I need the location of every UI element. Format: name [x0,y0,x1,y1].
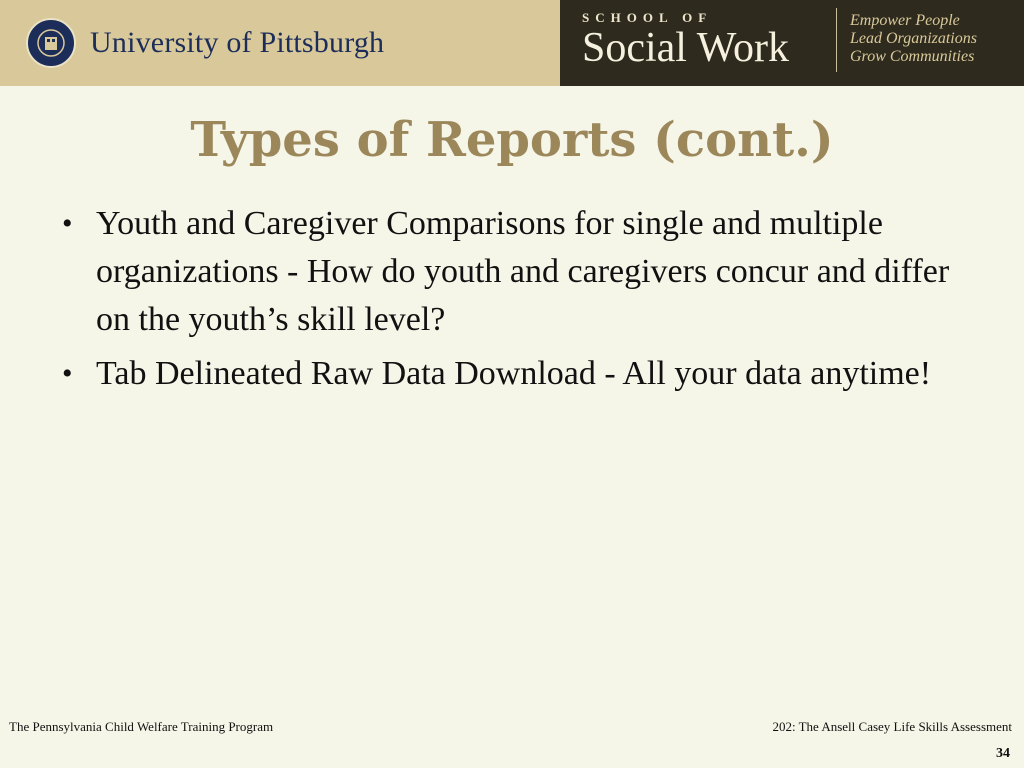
school-of-label: SCHOOL OF [582,10,713,25]
slide-header [0,0,1024,86]
tagline-line: Empower People [850,12,960,29]
tagline-line: Lead Organizations [850,30,977,47]
page-number: 34 [996,746,1010,761]
bullet-text: Youth and Caregiver Comparisons for single and multiple organizations - How do youth and caregivers concur and differ on the youth’s skill level? [96,205,950,338]
header-divider [836,8,837,72]
footer-course: 202: The Ansell Casey Life Skills Assessment [772,719,1012,734]
bullet-item [62,350,962,398]
bullet-item [62,200,962,344]
school-name: Social Work [582,25,789,71]
university-name: University of Pittsburgh [90,26,385,59]
bullet-text: Tab Delineated Raw Data Download - All your data anytime! [96,355,932,392]
bullet-icon: • [62,207,73,240]
slide-title: Types of Reports (cont.) [190,112,834,168]
school-banner [560,0,1024,86]
footer-program: The Pennsylvania Child Welfare Training Program [9,719,274,734]
bullet-icon: • [62,357,73,390]
university-seal-icon [26,18,76,68]
tagline-line: Grow Communities [850,48,975,65]
school-tagline [850,12,977,66]
bullet-list [62,200,962,404]
university-banner [0,0,560,86]
